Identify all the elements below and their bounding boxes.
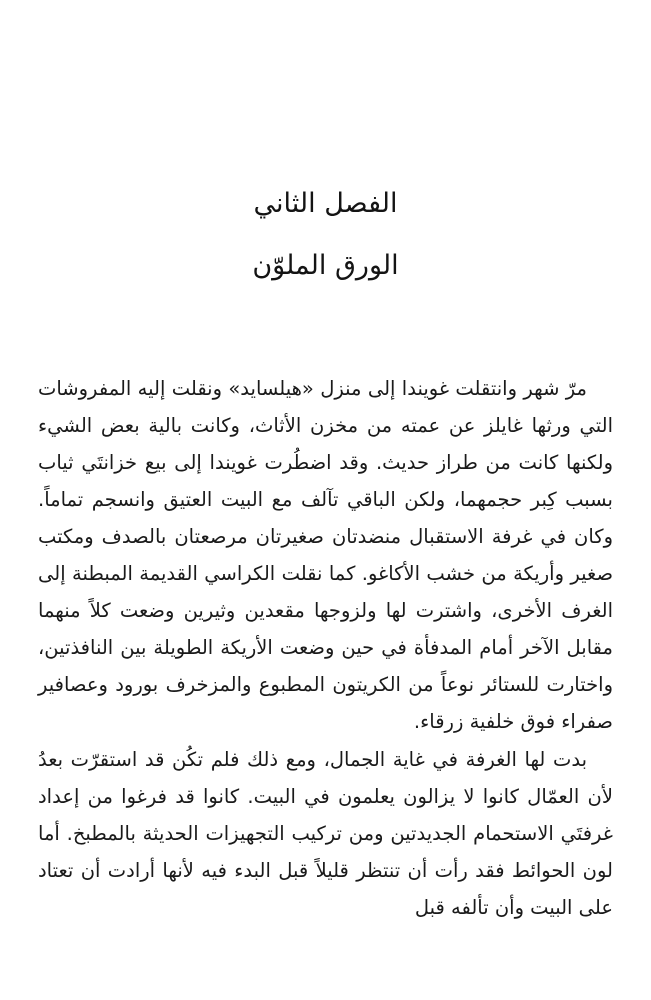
paragraph-2: بدت لها الغرفة في غاية الجمال، ومع ذلك فلم تكُن قد استقرّت بعدُ لأن العمّال كانوا لا يزالون يعلمون في البيت. كانوا قد فرغوا من إعداد غرفتَي الاستحمام الجديدتين ومن تركيب التجهيزات الحديثة بالمطبخ. أما لون الحوائط فقد رأت أن تنتظر قليلاً قبل البدء فيه لأنها أرادت أن تعتاد على البيت وأن تألفه قبل [38, 748, 613, 919]
chapter-subtitle: الورق الملوّن [252, 250, 399, 281]
body-text [38, 370, 613, 926]
paragraph-1: مرّ شهر وانتقلت غويندا إلى منزل «هيلسايد» ونقلت إليه المفروشات التي ورثها غايلز عن عمته من مخزن الأثاث، وكانت بالية بعض الشيء ولكنها كانت من طراز حديث. وقد اضطُرت غويندا إلى بيع خزانتَي ثياب بسبب كِبر حجمهما، ولكن الباقي تآلف مع البيت العتيق وانسجم تماماً. وكان في غرفة الاستقبال منضدتان صغيرتان مرصعتان بالصدف ومكتب صغير وأريكة من خشب الأكاغو. كما نقلت الكراسي القديمة المبطنة إلى الغرف الأخرى، واشترت لها ولزوجها مقعدين وثيرين وضعت كلاً منهما مقابل الآخر أمام المدفأة في حين وضعت الأريكة الطويلة بين النافذتين، واختارت للستائر نوعاً من الكريتون المطبوع والمزخرف بورود وعصافير صفراء فوق خلفية زرقاء. [38, 377, 613, 733]
chapter-title: الفصل الثاني [253, 188, 398, 219]
